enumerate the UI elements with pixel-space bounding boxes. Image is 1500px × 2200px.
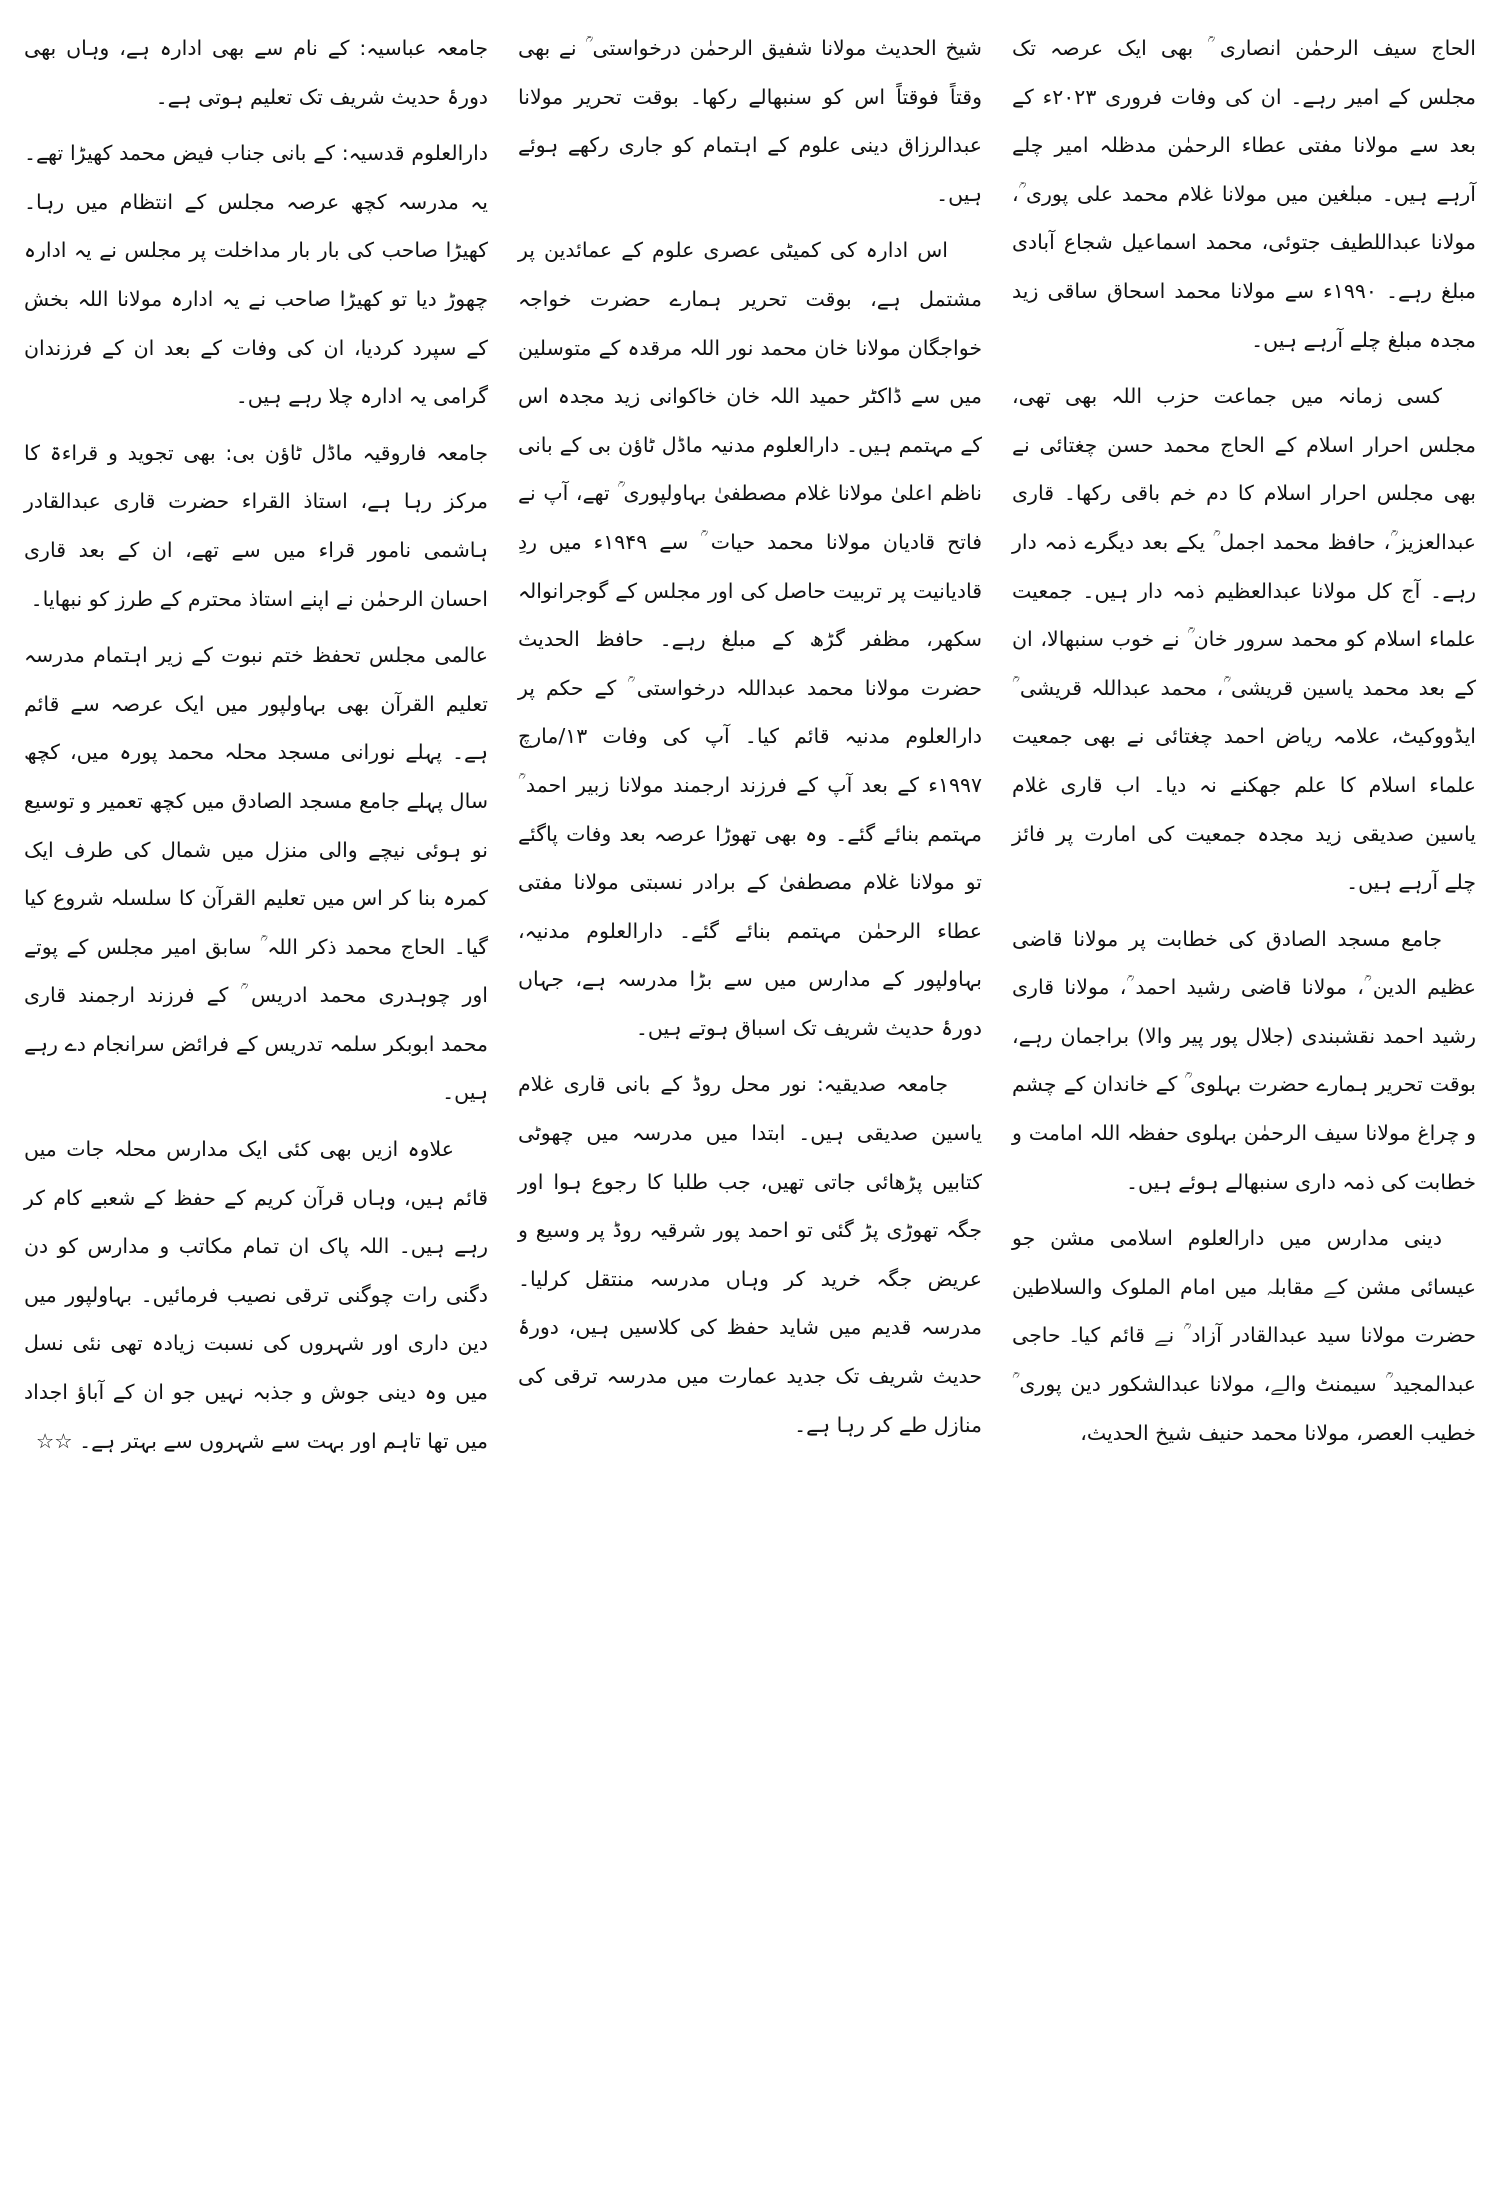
newspaper-page xyxy=(20,24,1480,2184)
paragraph: جامعہ عباسیہ: کے نام سے بھی ادارہ ہے، وہاں بھی دورۂ حدیث شریف تک تعلیم ہوتی ہے۔ xyxy=(24,36,488,109)
paragraph: دارالعلوم قدسیہ: کے بانی جناب فیض محمد کھیڑا تھے۔ یہ مدرسہ کچھ عرصہ مجلس کے انتظام میں رہا۔ کھیڑا صاحب کی بار بار مداخلت پر مجلس نے یہ ادارہ چھوڑ دیا تو کھیڑا صاحب نے یہ ادارہ مولانا اللہ بخش کے سپرد کردیا، ان کی وفات کے بعد ان کے فرزندان گرامی یہ ادارہ چلا رہے ہیں۔ xyxy=(24,141,488,409)
paragraph: علاوہ ازیں بھی کئی ایک مدارس محلہ جات میں قائم ہیں، وہاں قرآن کریم کے حفظ کے شعبے کام کر رہے ہیں۔ اللہ پاک ان تمام مکاتب و مدارس کو دن دگنی رات چوگنی ترقی نصیب فرمائیں۔ بہاولپور میں دین داری اور شہروں کی نسبت زیادہ تھی نئی نسل میں وہ دینی جوش و جذبہ نہیں جو ان کے آباؤ اجداد میں تھا تاہم اور بہت سے شہروں سے بہتر ہے۔ ☆☆ xyxy=(24,1137,488,1453)
paragraph: جامعہ فاروقیہ ماڈل ٹاؤن بی: بھی تجوید و قراءۃ کا مرکز رہا ہے، استاذ القراء حضرت قاری عبدالقادر ہاشمی نامور قراء میں سے تھے، ان کے بعد قاری احسان الرحمٰن نے اپنے استاذ محترم کے طرز کو نبھایا۔ xyxy=(24,440,488,611)
paragraph: دینی مدارس میں دارالعلوم اسلامی مشن جو عیسائی مشن کے مقابلہ میں امام الملوک والسلاطین حضرت مولانا سید عبدالقادر آزاد ؒ نے قائم کیا۔ حاجی عبدالمجید ؒ سیمنٹ والے، مولانا عبدالشکور دین پوری ؒ خطیب العصر، مولانا محمد حنیف شیخ الحدیث، xyxy=(1012,1226,1476,1445)
paragraph: اس ادارہ کی کمیٹی عصری علوم کے عمائدین پر مشتمل ہے، بوقت تحریر ہمارے حضرت خواجہ خواجگان مولانا خان محمد نور اللہ مرقدہ کے متوسلین میں سے ڈاکٹر حمید اللہ خان خاکوانی زید مجدہ اس کے مہتمم ہیں۔ دارالعلوم مدنیہ ماڈل ٹاؤن بی کے بانی ناظم اعلیٰ مولانا غلام مصطفیٰ بہاولپوری ؒ تھے، آپ نے فاتح قادیان مولانا محمد حیات ؒ سے ۱۹۴۹ء میں ردِ قادیانیت پر تربیت حاصل کی اور مجلس کے گوجرانوالہ سکھر، مظفر گڑھ کے مبلغ رہے۔ حافظ الحدیث حضرت مولانا محمد عبداللہ درخواستی ؒ کے حکم پر دارالعلوم مدنیہ قائم کیا۔ آپ کی وفات ۱۳/مارچ ۱۹۹۷ء کے بعد آپ کے فرزند ارجمند مولانا زبیر احمد ؒ مہتمم بنائے گئے۔ وہ بھی تھوڑا عرصہ بعد وفات پاگئے تو مولانا غلام مصطفیٰ کے برادر نسبتی مولانا مفتی عطاء الرحمٰن مہتمم بنائے گئے۔ دارالعلوم مدنیہ، بہاولپور کے مدارس میں سے بڑا مدرسہ ہے، جہاں دورۂ حدیث شریف تک اسباق ہوتے ہیں۔ xyxy=(518,238,982,1040)
column-middle xyxy=(514,24,986,2184)
column-left xyxy=(20,24,492,2184)
paragraph: کسی زمانہ میں جماعت حزب اللہ بھی تھی، مجلس احرار اسلام کے الحاج محمد حسن چغتائی نے بھی مجلس احرار اسلام کا دم خم باقی رکھا۔ قاری عبدالعزیز ؒ، حافظ محمد اجمل ؒ یکے بعد دیگرے ذمہ دار رہے۔ آج کل مولانا عبدالعظیم ذمہ دار ہیں۔ جمعیت علماء اسلام کو محمد سرور خان ؒ نے خوب سنبھالا، ان کے بعد محمد یاسین قریشی ؒ، محمد عبداللہ قریشی ؒ ایڈووکیٹ، علامہ ریاض احمد چغتائی نے بھی جمعیت علماء اسلام کا علم جھکنے نہ دیا۔ اب قاری غلام یاسین صدیقی زید مجدہ جمعیت کی امارت پر فائز چلے آرہے ہیں۔ xyxy=(1012,384,1476,895)
paragraph: عالمی مجلس تحفظ ختم نبوت کے زیر اہتمام مدرسہ تعلیم القرآن بھی بہاولپور میں ایک عرصہ سے قائم ہے۔ پہلے نورانی مسجد محلہ محمد پورہ میں، کچھ سال پہلے جامع مسجد الصادق میں کچھ تعمیر و توسیع نو ہوئی نیچے والی منزل میں شمال کی طرف ایک کمرہ بنا کر اس میں تعلیم القرآن کا سلسلہ شروع کیا گیا۔ الحاج محمد ذکر اللہ ؒ سابق امیر مجلس کے پوتے اور چوہدری محمد ادریس ؒ کے فرزند ارجمند قاری محمد ابوبکر سلمہ تدریس کے فرائض سرانجام دے رہے ہیں۔ xyxy=(24,643,488,1105)
column-right xyxy=(1008,24,1480,2184)
paragraph: جامعہ صدیقیہ: نور محل روڈ کے بانی قاری غلام یاسین صدیقی ہیں۔ ابتدا میں مدرسہ میں چھوٹی کتابیں پڑھائی جاتی تھیں، جب طلبا کا رجوع ہوا اور جگہ تھوڑی پڑ گئی تو احمد پور شرقیہ روڈ پر وسیع و عریض جگہ خرید کر وہاں مدرسہ منتقل کرلیا۔ مدرسہ قدیم میں شاید حفظ کی کلاسیں ہیں، دورۂ حدیث شریف تک جدید عمارت میں مدرسہ ترقی کی منازل طے کر رہا ہے۔ xyxy=(518,1072,982,1437)
paragraph: جامع مسجد الصادق کی خطابت پر مولانا قاضی عظیم الدین ؒ، مولانا قاضی رشید احمد ؒ، مولانا قاری رشید احمد نقشبندی (جلال پور پیر والا) براجمان رہے، بوقت تحریر ہمارے حضرت بہلوی ؒ کے خاندان کے چشم و چراغ مولانا سیف الرحمٰن بہلوی حفظہ اللہ امامت و خطابت کی ذمہ داری سنبھالے ہوئے ہیں۔ xyxy=(1012,926,1476,1194)
paragraph: الحاج سیف الرحمٰن انصاری ؒ بھی ایک عرصہ تک مجلس کے امیر رہے۔ ان کی وفات فروری ۲۰۲۳ء کے بعد سے مولانا مفتی عطاء الرحمٰن مدظلہ امیر چلے آرہے ہیں۔ مبلغین میں مولانا غلام محمد علی پوری ؒ، مولانا عبداللطیف جتوئی، محمد اسماعیل شجاع آبادی مبلغ رہے۔ ۱۹۹۰ء سے مولانا محمد اسحاق ساقی زید مجدہ مبلغ چلے آرہے ہیں۔ xyxy=(1012,36,1476,352)
paragraph: شیخ الحدیث مولانا شفیق الرحمٰن درخواستی ؒ نے بھی وقتاً فوقتاً اس کو سنبھالے رکھا۔ بوقت تحریر مولانا عبدالرزاق دینی علوم کے اہتمام کو جاری رکھے ہوئے ہیں۔ xyxy=(518,36,982,206)
